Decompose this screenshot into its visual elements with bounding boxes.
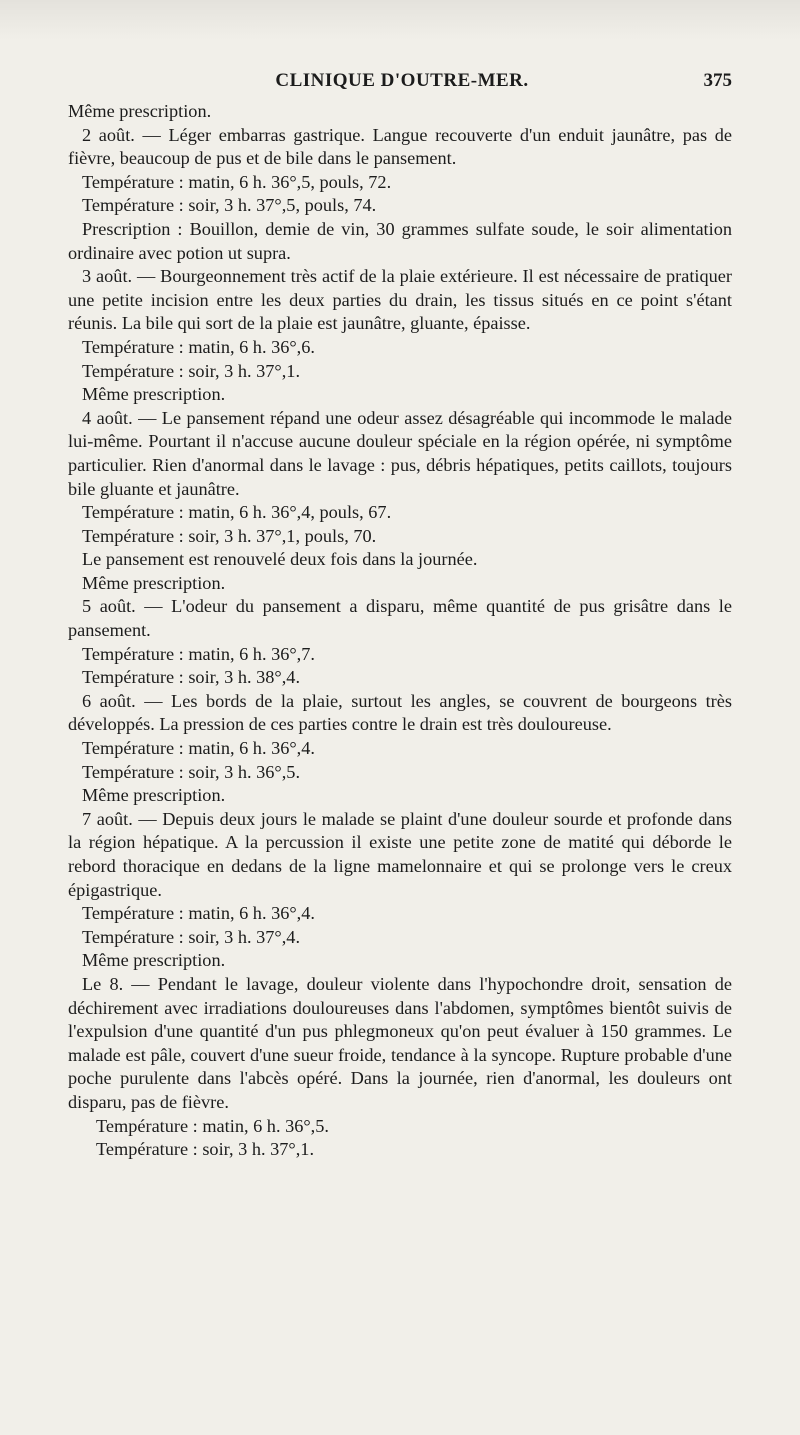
paragraph: 7 août. — Depuis deux jours le malade se plaint d'une douleur sourde et profonde dans la région hépatique. A la percussion il existe une petite zone de matité qui déborde le rebord thoracique en dedans de la ligne mamelonnaire et qui se prolonge vers le creux épigastrique. [68,808,732,900]
paragraph: Prescription : Bouillon, demie de vin, 30 grammes sulfate soude, le soir alimentation ordinaire avec potion ut supra. [68,218,732,263]
paragraph: 6 août. — Les bords de la plaie, surtout les angles, se couvrent de bourgeons très développés. La pression de ces parties contre le drain est très douloureuse. [68,690,732,735]
paragraph: Température : soir, 3 h. 37°,5, pouls, 74. [82,195,377,216]
paragraph: Température : matin, 6 h. 36°,5, pouls, 72. [82,171,392,192]
paragraph: 4 août. — Le pansement répand une odeur assez désagréable qui incommode le malade lui-même. Pourtant il n'accuse aucune douleur spéciale en la région opérée, ni symptôme particulier. Rien d'anormal dans le lavage : pus, débris hépatiques, petits caillots, toujours bile gluante et jaunâtre. [68,407,732,499]
paragraph: Le pansement est renouvelé deux fois dans la journée. [82,549,478,570]
paragraph: Même prescription. [82,785,226,806]
paragraph: 5 août. — L'odeur du pansement a disparu, même quantité de pus grisâtre dans le pansement. [68,596,732,641]
paragraph: Température : soir, 3 h. 37°,1. [96,1139,315,1160]
paragraph: Température : matin, 6 h. 36°,7. [82,643,315,664]
paragraph: Même prescription. [82,572,226,593]
paragraph: Même prescription. [68,101,212,121]
paragraph: 3 août. — Bourgeonnement très actif de la plaie extérieure. Il est nécessaire de pratiquer une petite incision entre les deux parties du drain, les tissus situés en ce point s'étant réunis. La bile qui sort de la plaie est jaunâtre, gluante, épaisse. [68,266,732,334]
paragraph: Même prescription. [82,384,226,405]
paragraph: 2 août. — Léger embarras gastrique. Langue recouverte d'un enduit jaunâtre, pas de fièvre, beaucoup de pus et de bile dans le pansement. [68,124,732,169]
paragraph: Température : matin, 6 h. 36°,4. [82,903,315,924]
paragraph: Température : matin, 6 h. 36°,6. [82,336,315,357]
scan-edge [0,0,800,40]
paragraph: Température : soir, 3 h. 37°,4. [82,926,301,947]
paragraph: Température : matin, 6 h. 36°,5. [96,1115,329,1136]
paragraph: Température : matin, 6 h. 36°,4. [82,738,315,759]
paragraph: Température : soir, 3 h. 37°,1, pouls, 70. [82,525,377,546]
paragraph: Le 8. — Pendant le lavage, douleur violente dans l'hypochondre droit, sensation de déchirement avec irradiations douloureuses dans l'abdomen, symptômes bientôt suivis de l'expulsion d'une quantité d'un pus phlegmoneux qu'on peut évaluer à 150 grammes. Le malade est pâle, couvert d'une sueur froide, tendance à la syncope. Rupture probable d'une poche purulente dans l'abcès opéré. Dans la journée, rien d'anormal, les douleurs ont disparu, pas de fièvre. [68,973,732,1112]
running-title: CLINIQUE D'OUTRE-MER. [275,70,529,91]
paragraph: Température : soir, 3 h. 38°,4. [82,667,301,688]
paragraph: Même prescription. [82,950,226,971]
page-number: 375 [703,70,732,91]
paragraph: Température : matin, 6 h. 36°,4, pouls, 67. [82,502,392,523]
paragraph: Température : soir, 3 h. 36°,5. [82,761,301,782]
body-text [68,100,732,1162]
page-header [68,70,736,100]
paragraph: Température : soir, 3 h. 37°,1. [82,360,301,381]
